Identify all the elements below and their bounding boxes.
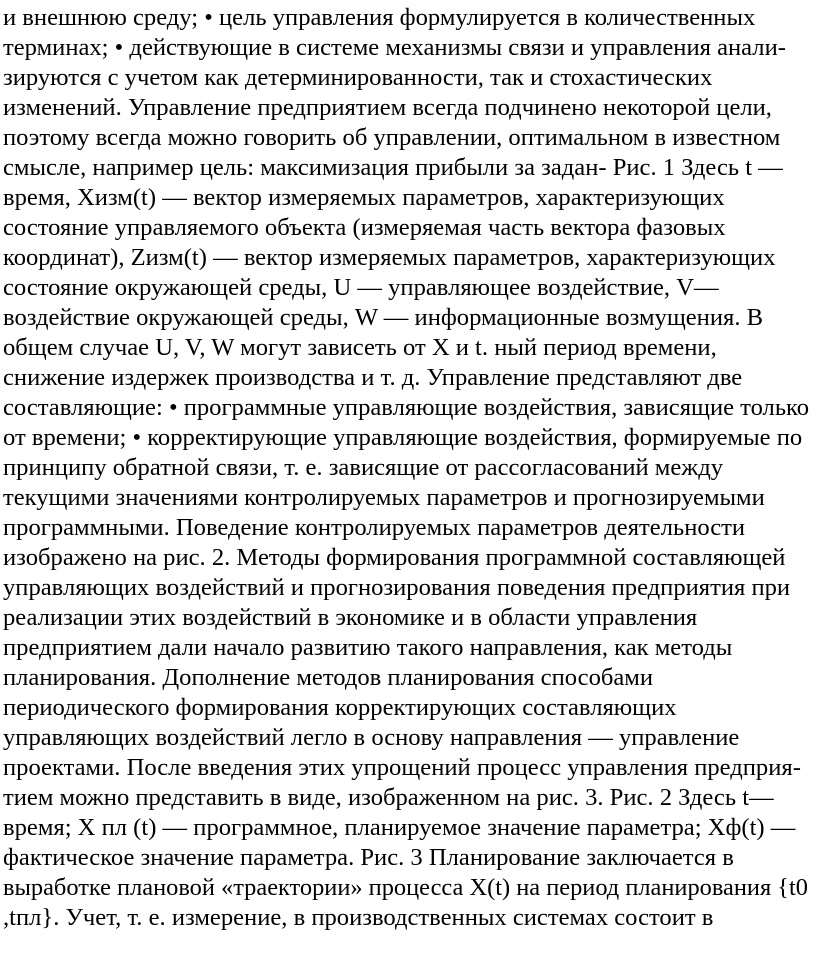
text-line: воздействие окружающей среды, W — информационные возмущения. В (3, 304, 764, 331)
text-line: время; Х пл (t) — программное, планируемое значение параметра; Хф(t) — (3, 814, 796, 841)
text-line: от времени; • корректирующие управляющие воздействия, формируемые по (3, 424, 803, 451)
text-line: поэтому всегда можно говорить об управлении, оптимальном в известном (3, 124, 781, 151)
text-line: управляющих воздействий и прогнозирования поведения предприятия при (3, 574, 791, 601)
text-line: тием можно представить в виде, изображенном на рис. 3. Рис. 2 Здесь t— (3, 784, 774, 811)
text-line: текущими значениями контролируемых параметров и прогнозируемыми (3, 484, 765, 511)
text-line: состояние управляемого объекта (измеряемая часть вектора фазовых (3, 214, 726, 241)
text-line: терминах; • действующие в системе механизмы связи и управления анали- (3, 34, 786, 61)
text-line: управляющих воздействий легло в основу направления — управление (3, 724, 740, 751)
text-line: фактическое значение параметра. Рис. 3 Планирование заключается в (3, 844, 734, 871)
text-line: изменений. Управление предприятием всегда подчинено некоторой цели, (3, 94, 772, 121)
text-line: время, Хизм(t) — вектор измеряемых параметров, характеризующих (3, 184, 725, 211)
text-line: реализации этих воздействий в экономике и в области управления (3, 604, 698, 631)
text-line: и внешнюю среду; • цель управления формулируется в количественных (3, 4, 756, 31)
text-line: планирования. Дополнение методов планирования способами (3, 664, 654, 691)
text-line: изображено на рис. 2. Методы формирования программной составляющей (3, 544, 786, 571)
text-line: смысле, например цель: максимизация прибыли за задан- Рис. 1 Здесь t — (3, 154, 783, 181)
text-line: проектами. После введения этих упрощений процесс управления предприя- (3, 754, 801, 781)
text-line: общем случае U, V, W могут зависеть от X и t. ный период времени, (3, 334, 717, 361)
document-page (3, 0, 816, 957)
text-line: координат), Zизм(t) — вектор измеряемых параметров, характеризующих (3, 244, 776, 271)
text-line: выработке плановой «траектории» процесса X(t) на период планирования {t0 (3, 874, 808, 901)
text-line: ,tпл}. Учет, т. е. измерение, в производственных системах состоит в (3, 904, 714, 931)
text-line: снижение издержек производства и т. д. Управление представляют две (3, 364, 743, 391)
text-line: принципу обратной связи, т. е. зависящие от рассогласований между (3, 454, 724, 481)
text-line: периодического формирования корректирующих составляющих (3, 694, 677, 721)
text-line: составляющие: • программные управляющие воздействия, зависящие только (3, 394, 810, 421)
text-line: состояние окружающей среды, U — управляющее воздействие, V— (3, 274, 719, 301)
text-line: зируются с учетом как детерминированности, так и стохастических (3, 64, 713, 91)
text-line: предприятием дали начало развитию такого направления, как методы (3, 634, 733, 661)
text-line: программными. Поведение контролируемых параметров деятельности (3, 514, 746, 541)
